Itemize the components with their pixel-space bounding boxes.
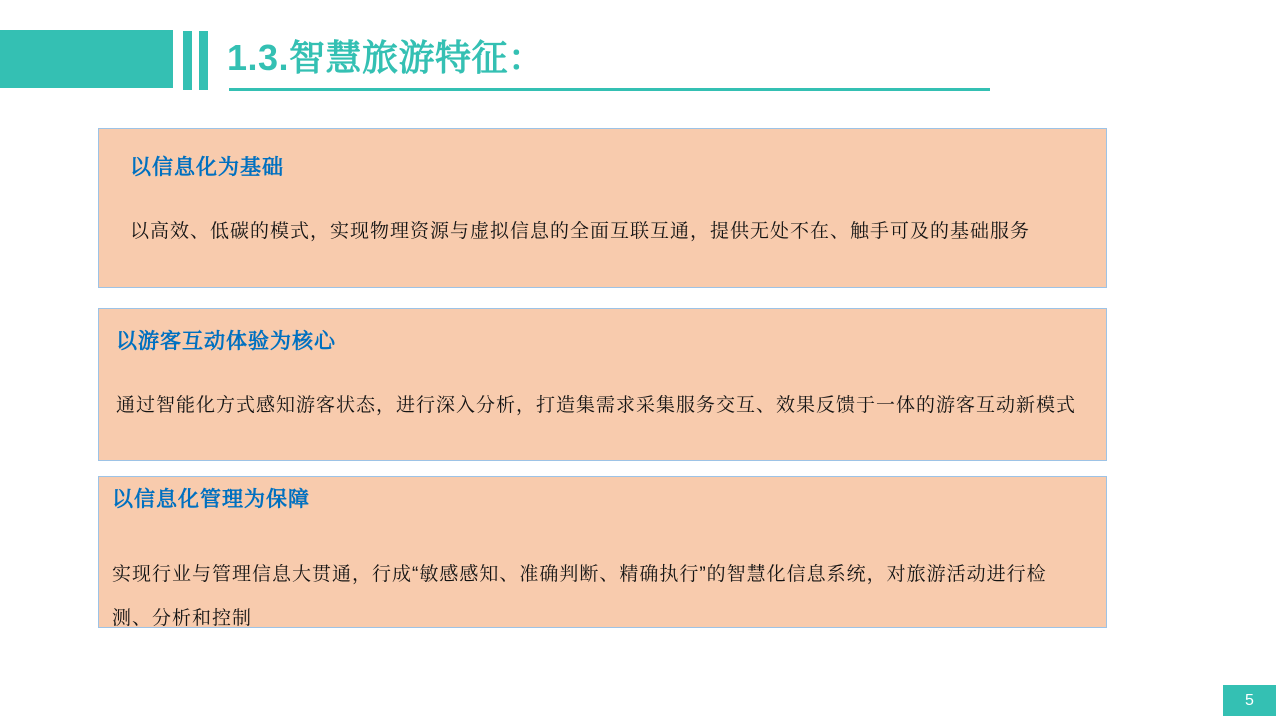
feature-box-body: 以高效、低碳的模式，实现物理资源与虚拟信息的全面互联互通，提供无处不在、触手可及的基础服务 <box>130 221 1031 242</box>
feature-box-body: 通过智能化方式感知游客状态，进行深入分析，打造集需求采集服务交互、效果反馈于一体的游客互动新模式 <box>116 395 1077 416</box>
title-accent-bar-1 <box>183 31 192 90</box>
feature-box-management <box>98 476 1107 628</box>
title-underline <box>229 88 990 91</box>
feature-box-foundation <box>98 128 1107 288</box>
feature-box-heading: 以游客互动体验为核心 <box>116 330 336 353</box>
title-accent-bar-2 <box>199 31 208 90</box>
title-accent-block <box>0 30 173 88</box>
page-number: 5 <box>1245 691 1254 709</box>
feature-box-heading: 以信息化管理为保障 <box>112 488 310 511</box>
slide-title: 1.3.智慧旅游特征： <box>227 37 545 78</box>
feature-box-body: 实现行业与管理信息大贯通，行成“敏感感知、准确判断、精确执行”的智慧化信息系统，对旅游活动进行检测、分析和控制 <box>112 564 1047 629</box>
page-number-badge <box>1223 685 1276 716</box>
feature-box-interaction <box>98 308 1107 461</box>
feature-box-heading: 以信息化为基础 <box>130 156 284 179</box>
